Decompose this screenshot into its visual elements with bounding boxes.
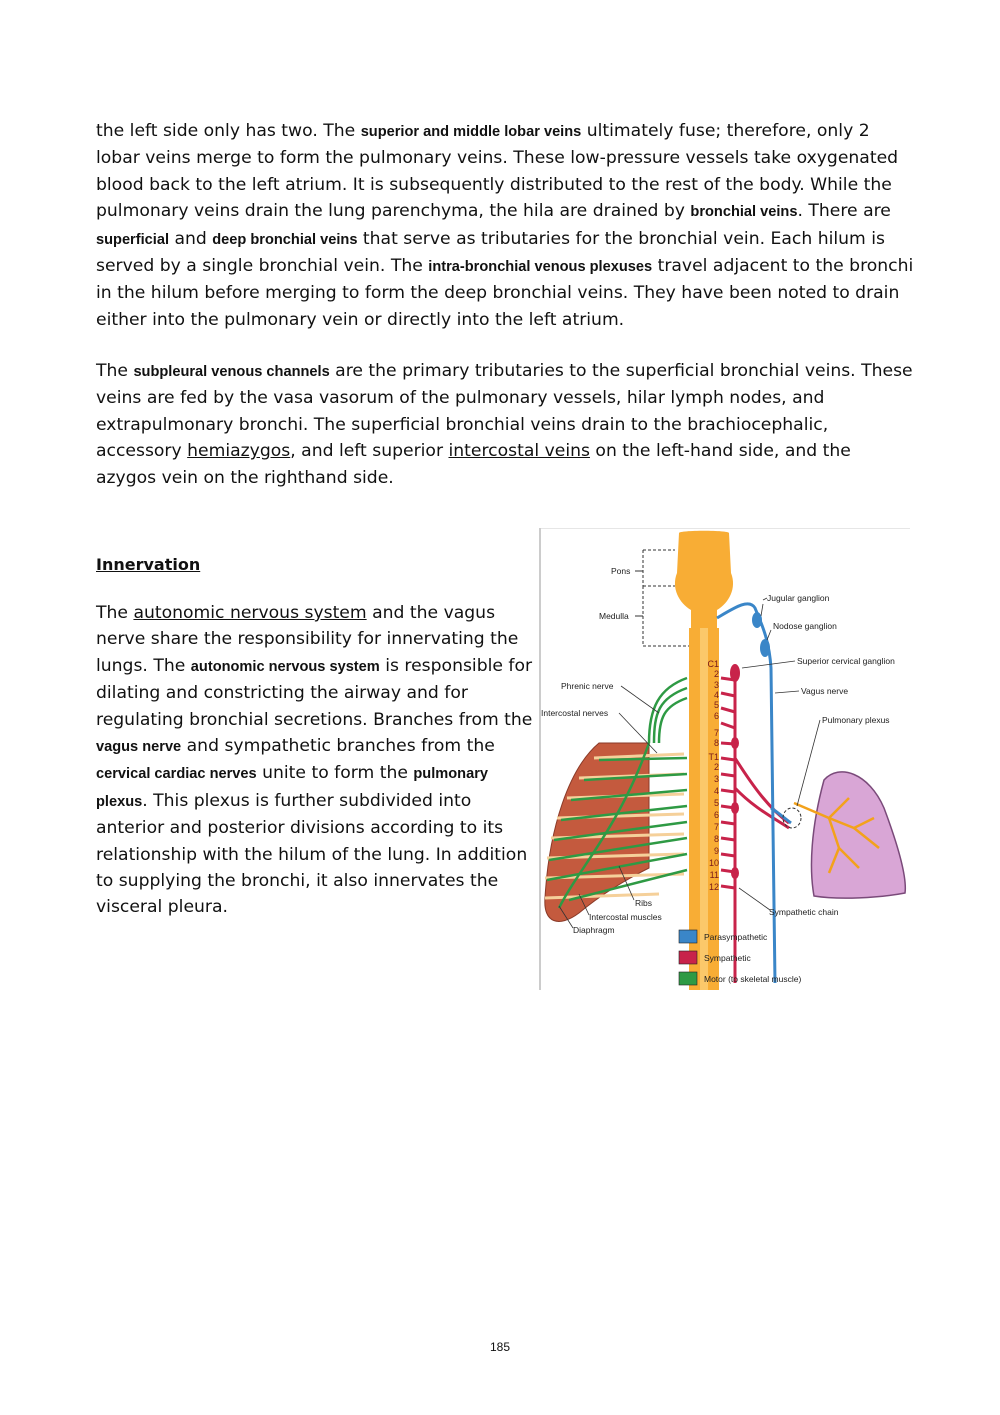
nodose-ganglion-label: Nodose ganglion xyxy=(773,621,837,631)
level-t1: T1 xyxy=(708,752,719,762)
intercostal-muscles-label: Intercostal muscles xyxy=(589,912,662,922)
text-run: . There are xyxy=(797,201,891,222)
left-lung-shape xyxy=(811,772,905,898)
paragraph-innervation xyxy=(96,600,536,921)
text-run: that serve as tributaries for the bronchial vein. Each hilum is served by a single bronchial vein. The xyxy=(96,228,885,277)
superior-cervical-ganglion-label: Superior cervical ganglion xyxy=(797,656,895,666)
legend-sympathetic-label: Sympathetic xyxy=(704,953,751,963)
hemiazygos-link[interactable]: hemiazygos xyxy=(187,441,291,462)
text-run: and sympathetic branches from the xyxy=(181,736,495,757)
legend-swatch-parasympathetic xyxy=(679,930,697,943)
level-t2: 2 xyxy=(713,762,719,772)
legend-motor-label: Motor (to skeletal muscle) xyxy=(704,974,802,984)
ribs-label: Ribs xyxy=(635,898,653,908)
level-t7: 7 xyxy=(713,822,719,832)
level-t9: 9 xyxy=(713,846,719,856)
text-run: . This plexus is further subdivided into anterior and posterior divisions according to its relationship with the hilum of the lung. In addition to supplying the bronchi, it also innervates the visceral pleura. xyxy=(96,790,528,918)
bold-term: deep bronchial veins xyxy=(212,231,358,248)
intercostal-veins-link[interactable]: intercostal veins xyxy=(448,441,590,462)
legend-parasympathetic-label: Parasympathetic xyxy=(704,932,768,942)
level-t6: 6 xyxy=(713,810,719,820)
sympathetic-chain-label: Sympathetic chain xyxy=(769,907,839,917)
page-number: 185 xyxy=(489,1340,511,1354)
legend-swatch-motor xyxy=(679,972,697,985)
level-c5: 5 xyxy=(713,700,719,710)
diaphragm-label: Diaphragm xyxy=(573,925,615,935)
text-run: and xyxy=(169,228,213,249)
level-c7: 7 xyxy=(713,728,719,738)
text-run: are the primary tributaries to the superficial bronchial veins. These veins are fed by the vasa vasorum of the pulmonary vessels, hilar lymph nodes, and extrapulmonary bronchi. The superficial bronchial veins drain to the brachiocephalic, accessory xyxy=(96,361,913,462)
bold-term: intra-bronchial venous plexuses xyxy=(428,259,653,276)
bold-term: pulmonary plexus xyxy=(96,766,488,810)
text-run: the left side only has two. The xyxy=(96,121,361,141)
pulmonary-plexus-label: Pulmonary plexus xyxy=(822,715,890,725)
text-run: , and left superior xyxy=(290,441,449,462)
paragraph-subpleural xyxy=(96,358,916,491)
section-heading: Innervation xyxy=(96,555,201,574)
level-c6: 6 xyxy=(713,711,719,721)
level-t5: 5 xyxy=(713,798,719,808)
bold-term: autonomic nervous system xyxy=(190,658,380,675)
level-t11: 11 xyxy=(709,870,719,880)
level-c4: 4 xyxy=(713,690,719,700)
level-c8: 8 xyxy=(713,738,719,748)
bold-term: subpleural venous channels xyxy=(133,364,330,380)
pons-label: Pons xyxy=(611,566,631,576)
level-t12: 12 xyxy=(708,882,719,892)
text-run: and the vagus nerve share the responsibility for innervating the lungs. The xyxy=(96,603,519,676)
level-t4: 4 xyxy=(713,786,719,796)
level-c1: C1 xyxy=(707,659,719,669)
vagus-nerve-label: Vagus nerve xyxy=(801,686,849,696)
bold-term: bronchial veins xyxy=(690,204,798,221)
lung-innervation-figure xyxy=(539,528,910,990)
autonomic-nervous-system-link[interactable]: autonomic nervous system xyxy=(133,603,367,623)
text-run: is responsible for dilating and constricting the airway and for regulating bronchial secretions. Branches from the xyxy=(96,655,533,730)
medulla-label: Medulla xyxy=(599,611,629,621)
text-run: The xyxy=(96,603,134,623)
vagus-nerve xyxy=(717,604,791,983)
intercostal-nerves-label: Intercostal nerves xyxy=(541,708,609,718)
legend-swatch-sympathetic xyxy=(679,951,697,964)
bold-term: cervical cardiac nerves xyxy=(96,766,257,783)
bold-term: superficial xyxy=(96,231,169,248)
level-c3: 3 xyxy=(713,680,719,690)
level-t3: 3 xyxy=(713,774,719,784)
jugular-ganglion-label: Jugular ganglion xyxy=(767,593,830,603)
level-c2: 2 xyxy=(713,669,719,679)
bold-term: superior and middle lobar veins xyxy=(360,124,582,140)
text-run: ultimately fuse; therefore, only 2 lobar veins merge to form the pulmonary veins. These low-pressure vessels take oxygenated blood back to the left atrium. It is subsequently distributed to the rest of the body. While the pulmonary veins drain the lung parenchyma, the hila are drained by xyxy=(96,121,899,222)
text-run: on the left-hand side, and the azygos vein on the righthand side. xyxy=(96,441,851,488)
level-t10: 10 xyxy=(708,858,719,868)
text-run: The xyxy=(96,361,134,381)
paragraph-veins xyxy=(96,118,916,333)
level-t8: 8 xyxy=(713,834,719,844)
phrenic-nerve-label: Phrenic nerve xyxy=(561,681,614,691)
text-run: unite to form the xyxy=(256,763,414,784)
text-run: travel adjacent to the bronchi in the hilum before merging to form the deep bronchial veins. They have been noted to drain either into the pulmonary vein or directly into the left atrium. xyxy=(96,256,914,330)
bold-term: vagus nerve xyxy=(96,739,182,756)
